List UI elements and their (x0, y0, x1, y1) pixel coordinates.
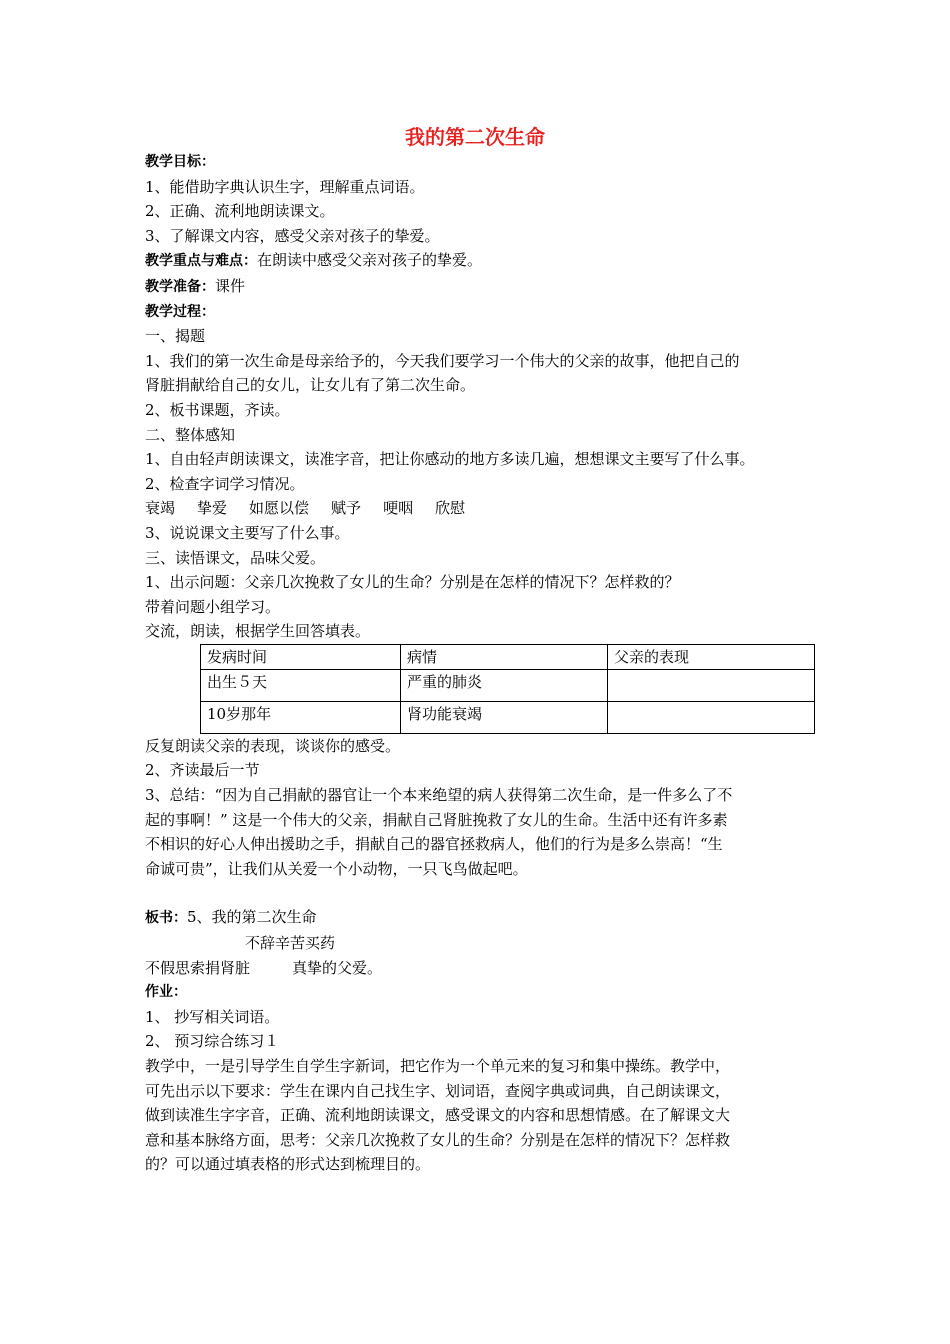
paragraph: 3、总结：“因为自己捐献的器官让一个本来绝望的病人获得第二次生命，是一件多么了不 (145, 786, 733, 805)
paragraph: 1、我们的第一次生命是母亲给予的，今天我们要学习一个伟大的父亲的故事，他把自己的 (145, 351, 740, 370)
paragraph: 命诚可贵”，让我们从关爱一个小动物，一只飞鸟做起吧。 (145, 859, 528, 878)
focus-line (145, 248, 825, 274)
spacer (145, 881, 825, 905)
process-heading: 教学过程： (145, 303, 215, 320)
table-header-row (201, 644, 815, 669)
board-line-pair (145, 956, 825, 981)
prep-line (145, 274, 825, 300)
paragraph: 做到读准生字字音，正确、流利地朗读课文，感受课文的内容和思想情感。在了解课文大 (145, 1106, 731, 1125)
table-header: 病情 (401, 644, 608, 669)
section-title: 二、整体感知 (145, 425, 236, 444)
paragraph: 2、检查字词学习情况。 (145, 474, 305, 493)
paragraph: 交流，朗读，根据学生回答填表。 (145, 622, 371, 641)
paragraph: 3、说说课文主要写了什么事。 (145, 523, 350, 542)
document-body (145, 150, 825, 1177)
paragraph: 2、齐读最后一节 (145, 761, 260, 780)
table-cell: 出生５天 (201, 669, 401, 701)
page-title: 我的第二次生命 (405, 125, 545, 149)
table-cell: 10岁那年 (201, 701, 401, 733)
board-line: 不假思索捐肾脏 (145, 958, 251, 977)
table-cell: 肾功能衰竭 (401, 701, 608, 733)
vocab-word: 赋予 (331, 499, 362, 518)
vocab-word: 欣慰 (435, 499, 466, 518)
table-header: 发病时间 (201, 644, 401, 669)
vocabulary-list (145, 496, 825, 521)
board-title-line (145, 905, 825, 931)
paragraph: 可先出示以下要求：学生在课内自己找生字、划词语，查阅字典或词典，自己朗读课文， (145, 1081, 731, 1100)
paragraph: 带着问题小组学习。 (145, 597, 281, 616)
paragraph: 反复朗读父亲的表现，谈谈你的感受。 (145, 736, 401, 755)
board-line: 5、我的第二次生命 (187, 908, 317, 927)
board-heading: 板书： (145, 910, 187, 927)
paragraph: 教学中，一是引导学生自学生字新词，把它作为一个单元来的复习和集中操练。教学中， (145, 1057, 731, 1075)
vocab-word: 哽咽 (383, 499, 414, 518)
table-cell: 严重的肺炎 (401, 669, 608, 701)
paragraph: 的？可以通过填表格的形式达到梳理目的。 (145, 1155, 431, 1174)
homework-item: 1、 抄写相关词语。 (145, 1007, 280, 1026)
objective-item: 2、正确、流利地朗读课文。 (145, 202, 335, 221)
homework-item: 2、 预习综合练习１ (145, 1032, 280, 1051)
table-cell (608, 669, 815, 701)
paragraph: 不相识的好心人伸出援助之手，捐献自己的器官拯救病人，他们的行为是多么崇高！“生 (145, 835, 723, 854)
section-title: 三、读悟课文，品味父爱。 (145, 548, 326, 567)
prep-heading: 教学准备： (145, 278, 215, 295)
table-row (201, 669, 815, 701)
paragraph: 1、自由轻声朗读课文，读准字音，把让你感动的地方多读几遍，想想课文主要写了什么事。 (145, 450, 755, 469)
paragraph: 肾脏捐献给自己的女儿，让女儿有了第二次生命。 (145, 376, 476, 395)
paragraph: 起的事啊！” 这是一个伟大的父亲，捐献自己肾脏挽救了女儿的生命。生活中还有许多素 (145, 810, 728, 829)
focus-heading: 教学重点与难点： (145, 253, 257, 270)
father-actions-table (200, 644, 815, 734)
board-line: 不辞辛苦买药 (245, 934, 336, 953)
vocab-word: 衰竭 (145, 499, 176, 518)
homework-heading: 作业： (145, 984, 187, 1001)
section-title: 一、揭题 (145, 327, 206, 346)
table-header: 父亲的表现 (608, 644, 815, 669)
board-line: 真挚的父爱。 (292, 958, 383, 977)
paragraph: 2、板书课题，齐读。 (145, 400, 290, 419)
vocab-word: 挚爱 (197, 499, 228, 518)
table-row (201, 701, 815, 733)
vocab-word: 如愿以偿 (249, 499, 310, 518)
objectives-heading: 教学目标： (145, 154, 215, 170)
objective-item: 3、了解课文内容，感受父亲对孩子的挚爱。 (145, 226, 440, 245)
paragraph: 1、出示问题：父亲几次挽救了女儿的生命？分别是在怎样的情况下？怎样救的？ (145, 573, 680, 592)
paragraph: 意和基本脉络方面，思考：父亲几次挽救了女儿的生命？分别是在怎样的情况下？怎样救 (145, 1130, 731, 1149)
table-cell (608, 701, 815, 733)
focus-text: 在朗读中感受父亲对孩子的挚爱。 (257, 251, 483, 270)
prep-text: 课件 (215, 276, 246, 295)
objective-item: 1、能借助字典认识生字，理解重点词语。 (145, 177, 425, 196)
